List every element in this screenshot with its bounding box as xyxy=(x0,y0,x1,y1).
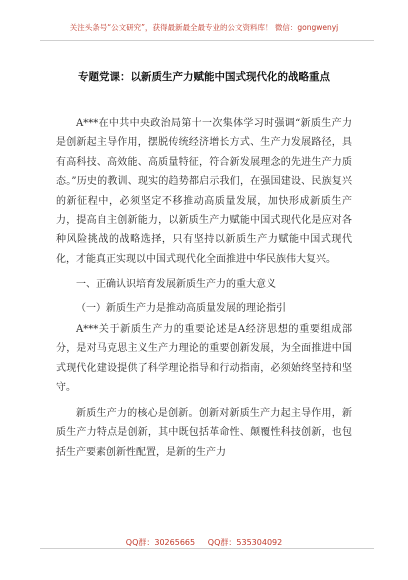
document-body xyxy=(56,114,352,462)
body-paragraph: 新质生产力的核心是创新。创新对新质生产力起主导作用，新质生产力特点是创新，其中既包括革命性、颠覆性科技创新，也包括生产要素创新性配置，是新的生产力 xyxy=(56,407,352,458)
body-paragraph: A***在中共中央政治局第十一次集体学习时强调“新质生产力是创新起主导作用，摆脱传统经济增长方式、生产力发展路径，具有高科技、高效能、高质量特征，符合新发展理念的先进生产力质态。”历史的教训、现实的趋势都启示我们，在强国建设、民族复兴的新征程中，必须坚定不移推动高质量发展，加快形成新质生产力，提高自主创新能力，以新质生产力赋能中国式现代化是应对各种风险挑战的战略选择，只有坚持以新质生产力赋能中国式现代化，才能真正实现以中国式现代化全面推进中华民族伟大复兴。 xyxy=(56,118,352,265)
body-paragraph: A***关于新质生产力的重要论述是A经济思想的重要组成部分，是对马克思主义生产力理论的重要创新发展，为全面推进中国式现代化建设提供了科学理论指导和行动指南，必须始终坚持和坚守。 xyxy=(56,324,352,394)
page-footer: QQ群：30265665 QQ群：535304092 xyxy=(125,538,283,547)
subsection-heading: （一）新质生产力是推动高质量发展的理论指引 xyxy=(76,302,286,314)
header-divider xyxy=(40,40,374,41)
page-header: 关注头条号“公文研究”，获得最新最全最专业的公文资料库！ 微信：gongwenyj xyxy=(69,23,339,32)
section-heading: 一、正确认识培育发展新质生产力的重大意义 xyxy=(76,279,276,291)
footer-divider xyxy=(40,548,374,549)
document-title: 专题党课：以新质生产力赋能中国式现代化的战略重点 xyxy=(78,71,330,83)
